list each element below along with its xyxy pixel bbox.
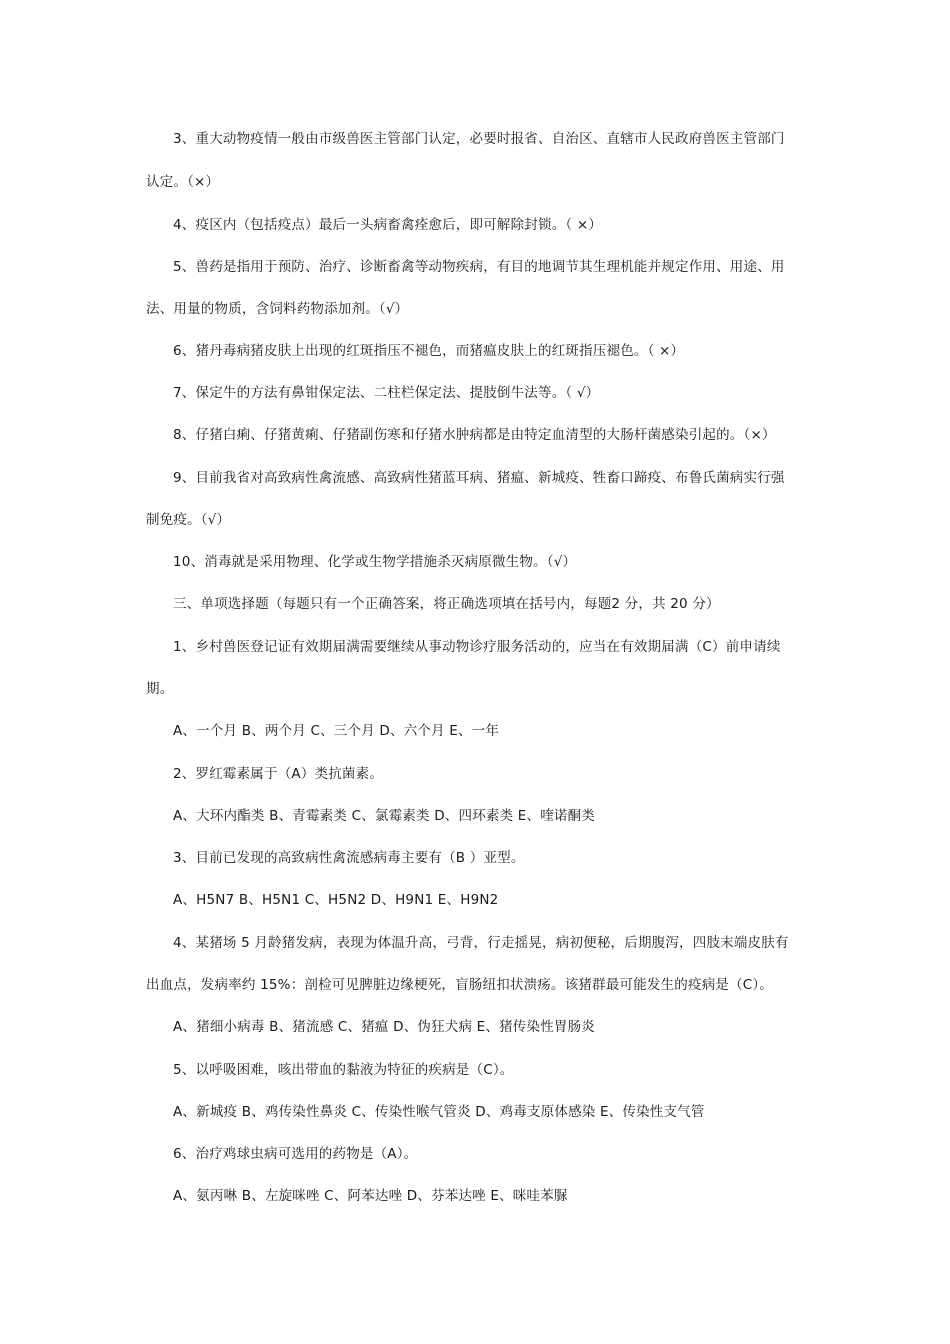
choice-3: 3、目前已发现的高致病性禽流感病毒主要有（B ）亚型。 — [173, 850, 525, 866]
choice-1-line-2: 期。 — [146, 681, 174, 697]
choice-4-line-1: 4、某猪场 5 月龄猪发病，表现为体温升高，弓背，行走摇晃，病初便秘，后期腹泻，四肢末端皮肤有 — [173, 935, 789, 951]
choice-1-line-1: 1、乡村兽医登记证有效期届满需要继续从事动物诊疗服务活动的，应当在有效期届满（C）前申请续 — [173, 639, 781, 655]
question-9-line-2: 制免疫。（√） — [146, 512, 231, 528]
question-8: 8、仔猪白痢、仔猪黄痢、仔猪副伤寒和仔猪水肿病都是由特定血清型的大肠杆菌感染引起的。（×） — [173, 427, 776, 443]
question-4: 4、疫区内（包括疫点）最后一头病畜禽痊愈后，即可解除封锁。（ ×） — [173, 217, 603, 233]
question-10: 10、消毒就是采用物理、化学或生物学措施杀灭病原微生物。（√） — [173, 554, 577, 570]
question-9-line-1: 9、目前我省对高致病性禽流感、高致病性猪蓝耳病、猪瘟、新城疫、牲畜口蹄疫、布鲁氏菌病实行强 — [173, 470, 785, 486]
choice-5: 5、以呼吸困难，咳出带血的黏液为特征的疾病是（C）。 — [173, 1062, 514, 1078]
question-6: 6、猪丹毒病猪皮肤上出现的红斑指压不褪色，而猪瘟皮肤上的红斑指压褪色。（ ×） — [173, 343, 685, 359]
question-3-line-1: 3、重大动物疫情一般由市级兽医主管部门认定，必要时报省、自治区、直辖市人民政府兽医主管部门 — [173, 131, 785, 147]
choice-6-options: A、氨丙啉 B、左旋咪唑 C、阿苯达唑 D、芬苯达唑 E、咪哇苯脲 — [173, 1188, 568, 1204]
choice-2: 2、罗红霉素属于（A）类抗菌素。 — [173, 766, 384, 782]
question-7: 7、保定牛的方法有鼻钳保定法、二柱栏保定法、提肢倒牛法等。（ √） — [173, 385, 600, 401]
question-5-line-1: 5、兽药是指用于预防、治疗、诊断畜禽等动物疾病，有目的地调节其生理机能并规定作用、用途、用 — [173, 259, 785, 275]
choice-4-options: A、猪细小病毒 B、猪流感 C、猪瘟 D、伪狂犬病 E、猪传染性胃肠炎 — [173, 1019, 596, 1035]
choice-3-options: A、H5N7 B、H5N1 C、H5N2 D、H9N1 E、H9N2 — [173, 892, 499, 908]
choice-6: 6、治疗鸡球虫病可选用的药物是（A）。 — [173, 1146, 418, 1162]
section-heading: 三、单项选择题（每题只有一个正确答案，将正确选项填在括号内，每题2 分，共 20 分） — [173, 596, 720, 612]
question-3-line-2: 认定。（×） — [146, 174, 220, 190]
choice-4-line-2: 出血点，发病率约 15%：剖检可见脾脏边缘梗死，盲肠纽扣状溃疡。该猪群最可能发生的疫病是（C）。 — [146, 977, 774, 993]
choice-2-options: A、大环内酯类 B、青霉素类 C、氯霉素类 D、四环素类 E、喹诺酮类 — [173, 808, 596, 824]
choice-1-options: A、一个月 B、两个月 C、三个月 D、六个月 E、一年 — [173, 723, 500, 739]
choice-5-options: A、新城疫 B、鸡传染性鼻炎 C、传染性喉气管炎 D、鸡毒支原体感染 E、传染性支气管 — [173, 1104, 705, 1120]
question-5-line-2: 法、用量的物质，含饲料药物添加剂。（√） — [146, 301, 409, 317]
